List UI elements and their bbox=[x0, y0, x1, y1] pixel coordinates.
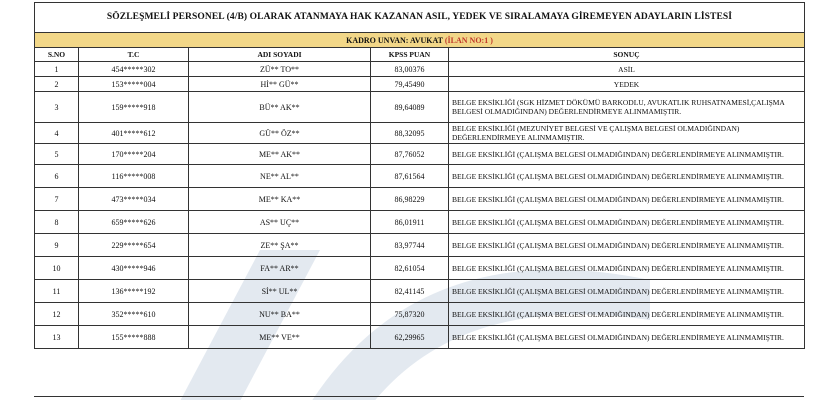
header-tc: T.C bbox=[79, 48, 189, 62]
table-row bbox=[35, 165, 805, 188]
row-sno: 6 bbox=[35, 165, 79, 188]
header-result: SONUÇ bbox=[449, 48, 805, 62]
row-kpss: 79,45490 bbox=[371, 77, 449, 92]
results-table bbox=[34, 2, 805, 349]
row-kpss: 82,61054 bbox=[371, 257, 449, 280]
row-tc: 401*****612 bbox=[79, 123, 189, 144]
table-row bbox=[35, 326, 805, 349]
row-sno: 5 bbox=[35, 144, 79, 165]
row-sno: 7 bbox=[35, 188, 79, 211]
row-result: BELGE EKSİKLİĞİ (ÇALIŞMA BELGESİ OLMADIĞINDAN) DEĞERLENDİRMEYE ALINMAMIŞTIR. bbox=[449, 303, 805, 326]
bottom-divider bbox=[34, 396, 804, 397]
row-kpss: 75,87320 bbox=[371, 303, 449, 326]
row-sno: 13 bbox=[35, 326, 79, 349]
row-tc: 229*****654 bbox=[79, 234, 189, 257]
row-kpss: 88,32095 bbox=[371, 123, 449, 144]
row-kpss: 87,61564 bbox=[371, 165, 449, 188]
unvan-cell bbox=[35, 33, 805, 48]
row-tc: 454*****302 bbox=[79, 62, 189, 77]
unvan-label: KADRO UNVAN: AVUKAT bbox=[346, 35, 443, 45]
row-tc: 155*****888 bbox=[79, 326, 189, 349]
header-name: ADI SOYADI bbox=[189, 48, 371, 62]
row-kpss: 83,00376 bbox=[371, 62, 449, 77]
row-sno: 8 bbox=[35, 211, 79, 234]
row-result: BELGE EKSİKLİĞİ (ÇALIŞMA BELGESİ OLMADIĞINDAN) DEĞERLENDİRMEYE ALINMAMIŞTIR. bbox=[449, 257, 805, 280]
table-row bbox=[35, 144, 805, 165]
row-tc: 473*****034 bbox=[79, 188, 189, 211]
row-name: BÜ** AK** bbox=[189, 92, 371, 123]
row-name: NE** AL** bbox=[189, 165, 371, 188]
row-tc: 170*****204 bbox=[79, 144, 189, 165]
table-row bbox=[35, 280, 805, 303]
row-kpss: 83,97744 bbox=[371, 234, 449, 257]
table-row bbox=[35, 234, 805, 257]
row-sno: 2 bbox=[35, 77, 79, 92]
row-name: FA** AR** bbox=[189, 257, 371, 280]
row-kpss: 82,41145 bbox=[371, 280, 449, 303]
table-body bbox=[35, 62, 805, 349]
row-result: YEDEK bbox=[449, 77, 805, 92]
row-name: ME** AK** bbox=[189, 144, 371, 165]
table-row bbox=[35, 188, 805, 211]
table-row bbox=[35, 257, 805, 280]
row-sno: 10 bbox=[35, 257, 79, 280]
row-result: BELGE EKSİKLİĞİ (ÇALIŞMA BELGESİ OLMADIĞINDAN) DEĞERLENDİRMEYE ALINMAMIŞTIR. bbox=[449, 144, 805, 165]
row-tc: 659*****626 bbox=[79, 211, 189, 234]
table-row bbox=[35, 123, 805, 144]
row-sno: 3 bbox=[35, 92, 79, 123]
row-sno: 1 bbox=[35, 62, 79, 77]
row-sno: 12 bbox=[35, 303, 79, 326]
row-result: ASİL bbox=[449, 62, 805, 77]
row-name: GÜ** ÖZ** bbox=[189, 123, 371, 144]
row-name: NU** BA** bbox=[189, 303, 371, 326]
table-row bbox=[35, 211, 805, 234]
row-name: Hİ** GÜ** bbox=[189, 77, 371, 92]
title-row bbox=[35, 3, 805, 33]
row-sno: 9 bbox=[35, 234, 79, 257]
document-title: SÖZLEŞMELİ PERSONEL (4/B) OLARAK ATANMAYA HAK KAZANAN ASIL, YEDEK VE SIRALAMAYA GİREMEYEN ADAYLARIN LİSTESİ bbox=[35, 3, 805, 33]
header-kpss: KPSS PUAN bbox=[371, 48, 449, 62]
row-tc: 159*****918 bbox=[79, 92, 189, 123]
row-kpss: 86,01911 bbox=[371, 211, 449, 234]
row-sno: 11 bbox=[35, 280, 79, 303]
row-name: ZÜ** TO** bbox=[189, 62, 371, 77]
unvan-row bbox=[35, 33, 805, 48]
row-kpss: 62,29965 bbox=[371, 326, 449, 349]
table-row bbox=[35, 303, 805, 326]
row-result: BELGE EKSİKLİĞİ (ÇALIŞMA BELGESİ OLMADIĞINDAN) DEĞERLENDİRMEYE ALINMAMIŞTIR. bbox=[449, 165, 805, 188]
row-name: ME** KA** bbox=[189, 188, 371, 211]
row-tc: 136*****192 bbox=[79, 280, 189, 303]
row-result: BELGE EKSİKLİĞİ (ÇALIŞMA BELGESİ OLMADIĞINDAN) DEĞERLENDİRMEYE ALINMAMIŞTIR. bbox=[449, 326, 805, 349]
table-row bbox=[35, 77, 805, 92]
row-tc: 153*****004 bbox=[79, 77, 189, 92]
row-name: ME** VE** bbox=[189, 326, 371, 349]
row-result: BELGE EKSİKLİĞİ (SGK HİZMET DÖKÜMÜ BARKODLU, AVUKATLIK RUHSATNAMESİ,ÇALIŞMA BELGESİ OLMADIĞINDAN) DEĞERLENDİRMEYE ALINMAMIŞTIR. bbox=[449, 92, 805, 123]
table-row bbox=[35, 62, 805, 77]
row-result: BELGE EKSİKLİĞİ (ÇALIŞMA BELGESİ OLMADIĞINDAN) DEĞERLENDİRMEYE ALINMAMIŞTIR. bbox=[449, 211, 805, 234]
row-result: BELGE EKSİKLİĞİ (ÇALIŞMA BELGESİ OLMADIĞINDAN) DEĞERLENDİRMEYE ALINMAMIŞTIR. bbox=[449, 234, 805, 257]
row-result: BELGE EKSİKLİĞİ (ÇALIŞMA BELGESİ OLMADIĞINDAN) DEĞERLENDİRMEYE ALINMAMIŞTIR. bbox=[449, 280, 805, 303]
row-name: ZE** ŞA** bbox=[189, 234, 371, 257]
ilan-label: (İLAN NO:1 ) bbox=[444, 35, 493, 45]
row-kpss: 86,98229 bbox=[371, 188, 449, 211]
row-name: AS** UÇ** bbox=[189, 211, 371, 234]
header-row bbox=[35, 48, 805, 62]
row-result: BELGE EKSİKLİĞİ (MEZUNİYET BELGESİ VE ÇALIŞMA BELGESİ OLMADIĞINDAN) DEĞERLENDİRMEYE ALINMAMIŞTIR. bbox=[449, 123, 805, 144]
row-tc: 352*****610 bbox=[79, 303, 189, 326]
row-result: BELGE EKSİKLİĞİ (ÇALIŞMA BELGESİ OLMADIĞINDAN) DEĞERLENDİRMEYE ALINMAMIŞTIR. bbox=[449, 188, 805, 211]
row-tc: 430*****946 bbox=[79, 257, 189, 280]
row-sno: 4 bbox=[35, 123, 79, 144]
row-kpss: 89,64089 bbox=[371, 92, 449, 123]
row-name: Sİ** UL** bbox=[189, 280, 371, 303]
header-sno: S.NO bbox=[35, 48, 79, 62]
table-row bbox=[35, 92, 805, 123]
row-tc: 116*****008 bbox=[79, 165, 189, 188]
row-kpss: 87,76052 bbox=[371, 144, 449, 165]
